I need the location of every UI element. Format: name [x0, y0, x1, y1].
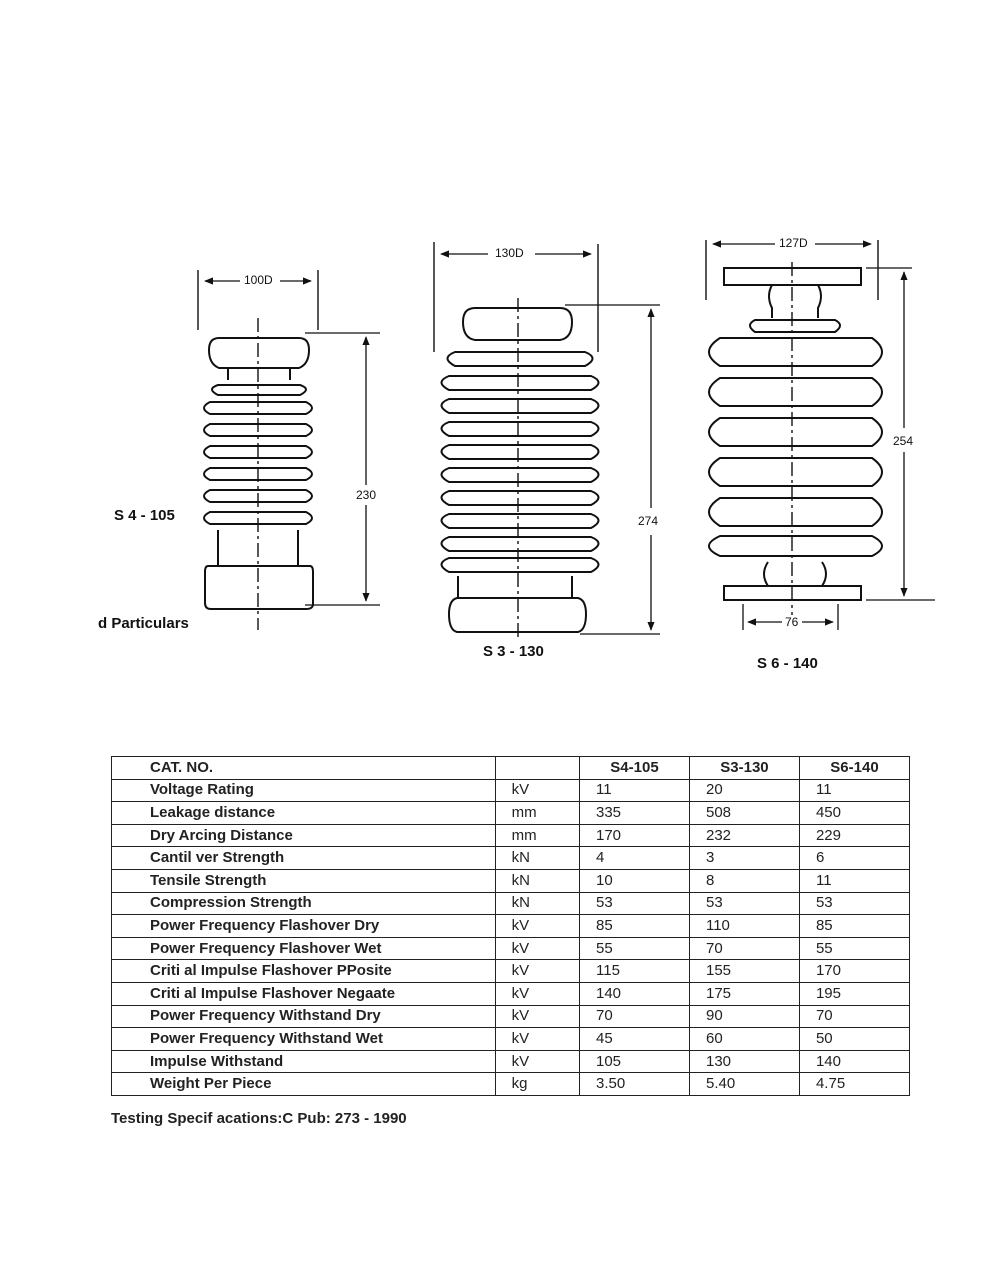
parameter-cell: Leakage distance	[112, 802, 496, 825]
unit-cell: kN	[495, 892, 579, 915]
unit-cell: kV	[495, 982, 579, 1005]
value-s3-130: 90	[689, 1005, 799, 1028]
unit-cell: mm	[495, 802, 579, 825]
table-header-row	[112, 757, 910, 780]
table-row	[112, 892, 910, 915]
value-s6-140: 53	[799, 892, 909, 915]
value-s4-105: 45	[580, 1028, 690, 1051]
unit-cell: kV	[495, 937, 579, 960]
value-s4-105: 70	[580, 1005, 690, 1028]
value-s6-140: 50	[799, 1028, 909, 1051]
unit-cell: kg	[495, 1073, 579, 1096]
table-row	[112, 960, 910, 983]
parameter-cell: Cantil ver Strength	[112, 847, 496, 870]
unit-cell: mm	[495, 824, 579, 847]
parameter-cell: Power Frequency Flashover Dry	[112, 915, 496, 938]
s6-base-dimension: 76	[785, 615, 799, 629]
table-row	[112, 1050, 910, 1073]
value-s6-140: 229	[799, 824, 909, 847]
parameter-cell: Compression Strength	[112, 892, 496, 915]
value-s6-140: 195	[799, 982, 909, 1005]
s4-label: S 4 - 105	[114, 507, 175, 524]
value-s3-130: 110	[689, 915, 799, 938]
s3-height-dimension: 274	[638, 514, 659, 528]
table-row	[112, 1005, 910, 1028]
header-unit	[495, 757, 579, 780]
parameter-cell: Criti al Impulse Flashover Negaate	[112, 982, 496, 1005]
table-row	[112, 802, 910, 825]
value-s6-140: 170	[799, 960, 909, 983]
value-s4-105: 105	[580, 1050, 690, 1073]
value-s4-105: 10	[580, 869, 690, 892]
value-s4-105: 11	[580, 779, 690, 802]
testing-specification-note: Testing Specif acations:C Pub: 273 - 1990	[111, 1110, 407, 1127]
specification-table	[111, 756, 910, 1096]
table-row	[112, 1073, 910, 1096]
unit-cell: kN	[495, 847, 579, 870]
s6-width-dimension: 127D	[779, 236, 808, 250]
header-cat-no: CAT. NO.	[112, 757, 496, 780]
value-s6-140: 450	[799, 802, 909, 825]
value-s4-105: 85	[580, 915, 690, 938]
table-row	[112, 915, 910, 938]
s3-label: S 3 - 130	[483, 643, 544, 660]
value-s4-105: 170	[580, 824, 690, 847]
value-s4-105: 4	[580, 847, 690, 870]
parameter-cell: Power Frequency Withstand Wet	[112, 1028, 496, 1051]
header-s4-105: S4-105	[580, 757, 690, 780]
parameter-cell: Impulse Withstand	[112, 1050, 496, 1073]
unit-cell: kV	[495, 1005, 579, 1028]
value-s4-105: 53	[580, 892, 690, 915]
unit-cell: kN	[495, 869, 579, 892]
parameter-cell: Weight Per Piece	[112, 1073, 496, 1096]
value-s4-105: 55	[580, 937, 690, 960]
unit-cell: kV	[495, 1050, 579, 1073]
header-s3-130: S3-130	[689, 757, 799, 780]
table-row	[112, 779, 910, 802]
header-s6-140: S6-140	[799, 757, 909, 780]
value-s4-105: 3.50	[580, 1073, 690, 1096]
s3-width-dimension: 130D	[495, 246, 524, 260]
unit-cell: kV	[495, 960, 579, 983]
value-s3-130: 70	[689, 937, 799, 960]
particulars-label: d Particulars	[98, 615, 189, 632]
value-s4-105: 335	[580, 802, 690, 825]
parameter-cell: Tensile Strength	[112, 869, 496, 892]
value-s6-140: 11	[799, 779, 909, 802]
table-row	[112, 847, 910, 870]
table-row	[112, 869, 910, 892]
value-s3-130: 130	[689, 1050, 799, 1073]
value-s3-130: 53	[689, 892, 799, 915]
value-s3-130: 20	[689, 779, 799, 802]
s6-label: S 6 - 140	[757, 655, 818, 672]
value-s6-140: 4.75	[799, 1073, 909, 1096]
parameter-cell: Power Frequency Flashover Wet	[112, 937, 496, 960]
table-row	[112, 824, 910, 847]
s6-height-dimension: 254	[893, 434, 914, 448]
s4-height-dimension: 230	[356, 488, 377, 502]
value-s3-130: 60	[689, 1028, 799, 1051]
value-s3-130: 5.40	[689, 1073, 799, 1096]
insulator-s4-105	[198, 270, 380, 630]
s4-width-dimension: 100D	[244, 273, 273, 287]
value-s3-130: 155	[689, 960, 799, 983]
value-s3-130: 508	[689, 802, 799, 825]
value-s3-130: 3	[689, 847, 799, 870]
parameter-cell: Criti al Impulse Flashover PPosite	[112, 960, 496, 983]
value-s4-105: 140	[580, 982, 690, 1005]
parameter-cell: Dry Arcing Distance	[112, 824, 496, 847]
table-row	[112, 937, 910, 960]
value-s6-140: 11	[799, 869, 909, 892]
value-s4-105: 115	[580, 960, 690, 983]
insulator-s3-130	[434, 242, 660, 640]
value-s6-140: 70	[799, 1005, 909, 1028]
unit-cell: kV	[495, 1028, 579, 1051]
value-s6-140: 55	[799, 937, 909, 960]
unit-cell: kV	[495, 915, 579, 938]
unit-cell: kV	[495, 779, 579, 802]
parameter-cell: Power Frequency Withstand Dry	[112, 1005, 496, 1028]
value-s3-130: 175	[689, 982, 799, 1005]
parameter-cell: Voltage Rating	[112, 779, 496, 802]
value-s6-140: 85	[799, 915, 909, 938]
value-s3-130: 232	[689, 824, 799, 847]
table-row	[112, 1028, 910, 1051]
value-s3-130: 8	[689, 869, 799, 892]
table-row	[112, 982, 910, 1005]
value-s6-140: 6	[799, 847, 909, 870]
value-s6-140: 140	[799, 1050, 909, 1073]
